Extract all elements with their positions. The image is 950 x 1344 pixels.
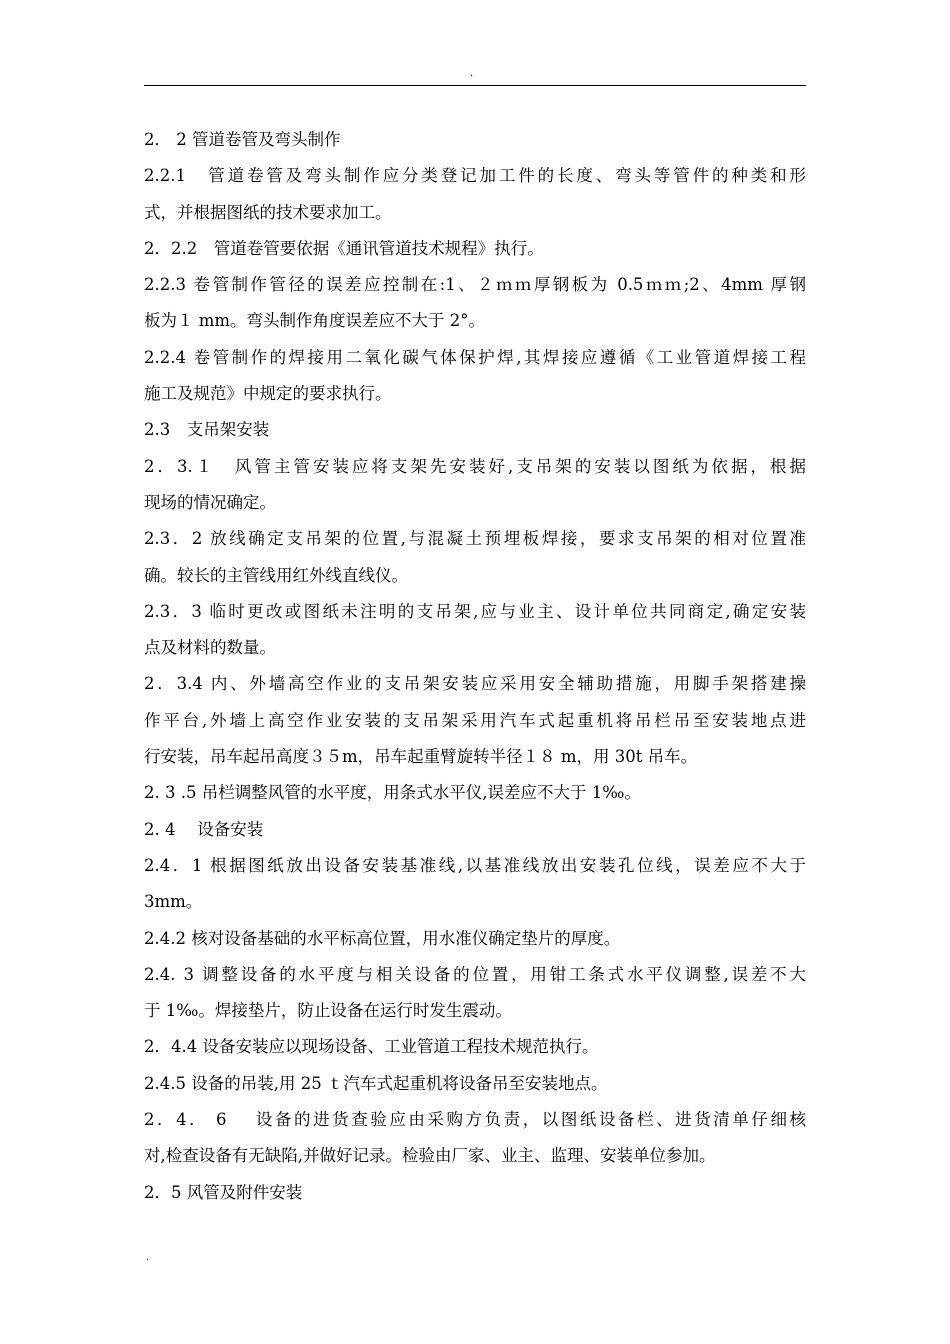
text-line: 点及材料的数量。 bbox=[144, 638, 276, 658]
text-line: 2.2.1 管道卷管及弯头制作应分类登记加工件的长度、弯头等管件的种类和形 bbox=[144, 166, 806, 186]
section-heading-2-3: 2.3 支吊架安装 bbox=[144, 420, 270, 440]
footer-mark: . bbox=[146, 1252, 150, 1263]
text-line: 作平台,外墙上高空作业安装的支吊架采用汽车式起重机将吊栏吊至安装地点进 bbox=[144, 710, 806, 730]
text-line: 2．2.2 管道卷管要依据《通讯管道技术规程》执行。 bbox=[144, 238, 544, 258]
text-line: 施工及规范》中规定的要求执行。 bbox=[144, 384, 392, 404]
text-line: 2．3.１ 风管主管安装应将支架先安装好,支吊架的安装以图纸为依据，根据 bbox=[144, 456, 806, 476]
text-line: 2．4． 6 设备的进货查验应由采购方负责，以图纸设备栏、进货清单仔细核 bbox=[144, 1110, 806, 1130]
section-heading-2-4: 2. 4 设备安装 bbox=[144, 819, 264, 839]
section-heading-2-2: 2． 2 管道卷管及弯头制作 bbox=[144, 130, 341, 149]
text-line: 2.4．1 根据图纸放出设备安装基准线,以基准线放出安装孔位线，误差应不大于 bbox=[144, 855, 806, 875]
document-body bbox=[144, 122, 806, 1211]
text-line: 于 1‰。焊接垫片，防止设备在运行时发生震动。 bbox=[144, 1001, 512, 1021]
text-line: 2.4. 3 调整设备的水平度与相关设备的位置，用钳工条式水平仪调整,误差不大 bbox=[144, 964, 806, 984]
text-line: 2.3．2 放线确定支吊架的位置,与混凝土预埋板焊接，要求支吊架的相对位置准 bbox=[144, 529, 806, 549]
text-line: 2.4.5 设备的吊装,用 25 ｔ汽车式起重机将设备吊至安装地点。 bbox=[144, 1073, 608, 1093]
text-line: 确。较长的主管线用红外线直线仪。 bbox=[144, 565, 408, 585]
text-line: 2.2.3 卷管制作管径的误差应控制在:1、２ｍｍ厚钢板为 0.5ｍｍ;2、4mm 厚钢 bbox=[144, 275, 806, 295]
text-line: 2．3.4 内、外墙高空作业的支吊架安装应采用安全辅助措施，用脚手架搭建操 bbox=[144, 674, 806, 694]
text-line: 现场的情况确定。 bbox=[144, 492, 276, 512]
header-rule bbox=[144, 85, 806, 86]
section-heading-2-5: 2．5 风管及附件安装 bbox=[144, 1182, 303, 1202]
text-line: 式，并根据图纸的技术要求加工。 bbox=[144, 202, 392, 222]
text-line: 2.4.2 核对设备基础的水平标高位置，用水准仪确定垫片的厚度。 bbox=[144, 928, 621, 948]
text-line: 2.3．3 临时更改或图纸未注明的支吊架,应与业主、设计单位共同商定,确定安装 bbox=[144, 601, 806, 621]
text-line: 对,检查设备有无缺陷,并做好记录。检验由厂家、业主、监理、安装单位参加。 bbox=[144, 1146, 716, 1166]
text-line: 3mm。 bbox=[144, 892, 203, 912]
text-line: 行安装，吊车起吊高度３５m，吊车起重臂旋转半径１８ m，用 30t 吊车。 bbox=[144, 747, 698, 767]
text-line: 板为１ mm。弯头制作角度误差应不大于 2°。 bbox=[144, 311, 486, 331]
header-mark: . bbox=[470, 68, 474, 79]
text-line: 2．4.4 设备安装应以现场设备、工业管道工程技术规范执行。 bbox=[144, 1037, 599, 1057]
text-line: 2. 3 .5 吊栏调整风管的水平度，用条式水平仪,误差应不大于 1‰。 bbox=[144, 783, 641, 803]
text-line: 2.2.4 卷管制作的焊接用二氧化碳气体保护焊,其焊接应遵循《工业管道焊接工程 bbox=[144, 347, 806, 367]
